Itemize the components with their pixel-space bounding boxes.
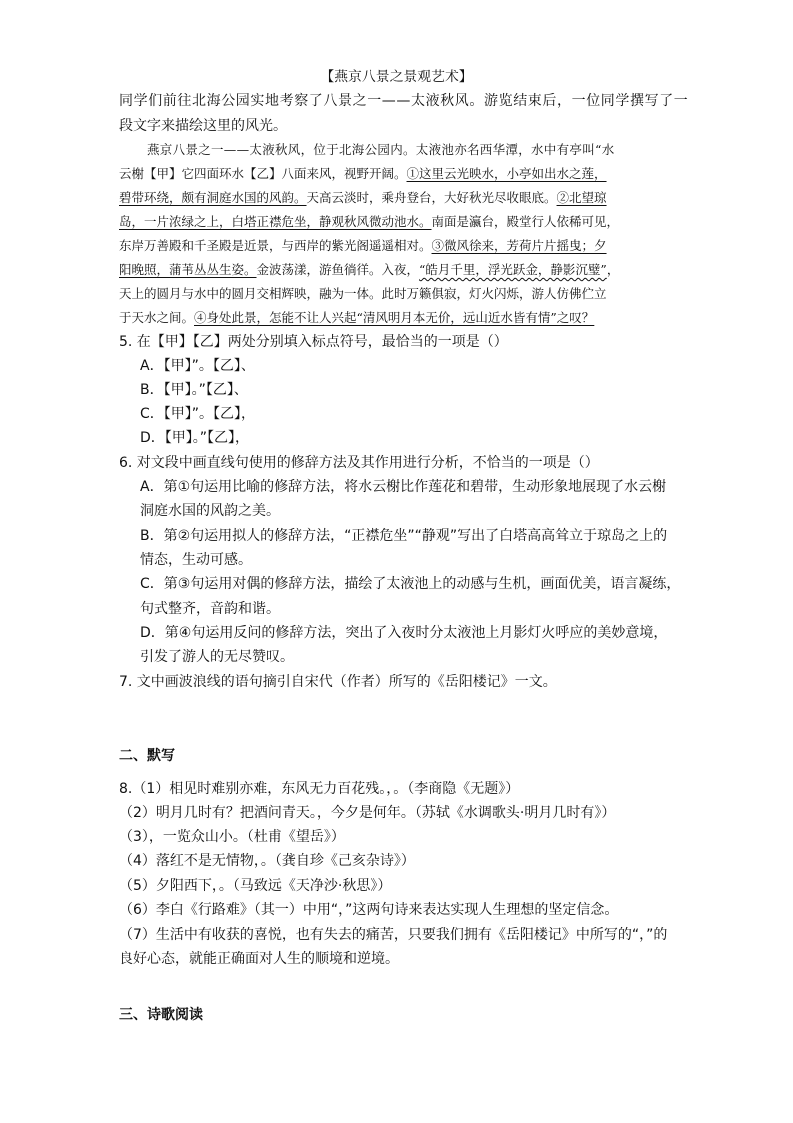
question-5-option-c: C．【甲】”。【乙】，: [140, 406, 256, 422]
dictation-item-1: 8.（1）相见时难别亦难，东风无力百花残。，。（李商隐《无题》）: [119, 781, 520, 797]
passage-line-8: [119, 309, 594, 327]
passage-line-7: 天上的圆月与水中的圆月交相辉映，融为一体。此时万籁俱寂，灯火闪烁，游人仿佛伫立: [119, 286, 607, 301]
wavy-quote: “皓月千里，浮光跃金，静影沉璧”: [419, 262, 607, 277]
question-6-option-a: A．第①句运用比喻的修辞方法，将水云榭比作莲花和碧带，生动形象地展现了水云榭: [140, 479, 667, 495]
passage-text: ，: [606, 262, 620, 277]
dictation-item-5: （5）夕阳西下，。（马致远《天净沙·秋思》）: [119, 878, 392, 894]
passage-text: 金波荡漾，游鱼徜徉。入夜，: [256, 262, 420, 277]
passage-text: 东岸万善殿和千圣殿是近景，与西岸的紫光阁遥遥相对。: [119, 238, 432, 253]
intro-line-1: 同学们前往北海公园实地考察了八景之一——太液秋风。游览结束后，一位同学撰写了一: [119, 93, 689, 109]
underlined-sentence-2: ②北望琼: [556, 190, 607, 205]
passage-line-4: [119, 213, 619, 231]
question-5-option-a: A．【甲】”。【乙】、: [140, 358, 255, 374]
question-6-option-c-cont: 句式整齐，音韵和谐。: [140, 601, 280, 617]
passage-line-1: 燕京八景之一——太液秋风，位于北海公园内。太液池亦名西华潭，水中有亭叫“水: [147, 142, 615, 157]
dictation-item-6: （6）李白《行路难》（其一）中用“，”这两句诗来表达实现人生理想的坚定信念。: [119, 902, 619, 918]
passage-line-2: [119, 165, 607, 183]
question-6-option-c: C．第③句运用对偶的修辞方法，描绘了太液池上的动感与生机，画面优美，语言凝练，: [140, 576, 681, 592]
dictation-item-7-cont: 良好心态，就能正确面对人生的顺境和逆境。: [119, 951, 399, 967]
question-6-option-d-cont: 引发了游人的无尽赞叹。: [140, 649, 294, 665]
underlined-sentence-4: ④身处此景，怎能不让人兴起“清风明月本无价，远山近水皆有情”之叹？: [194, 310, 595, 325]
question-6-option-b-cont: 情态，生动可感。: [140, 552, 252, 568]
underlined-sentence-1-end: 碧带环绕，颇有洞庭水国的风韵。: [119, 190, 307, 205]
page-title: 【燕京八景之景观艺术】: [320, 69, 473, 85]
question-6-option-d: D．第④句运用反问的修辞方法，突出了入夜时分太液池上月影灯火呼应的美妙意境，: [140, 625, 668, 641]
section-2-heading: 二、默写: [119, 748, 175, 764]
question-6-stem: 6. 对文段中画直线句使用的修辞方法及其作用进行分析，不恰当的一项是（）: [119, 455, 599, 471]
passage-text: 云榭【甲】它四面环水【乙】八面来风，视野开阔。: [119, 166, 407, 181]
passage-text: 于天水之间。: [119, 310, 195, 325]
question-5-option-d: D．【甲】。”【乙】，: [140, 430, 250, 446]
passage-line-6: [119, 261, 619, 279]
intro-line-2: 段文字来描绘这里的风光。: [119, 118, 287, 134]
question-7-stem: 7. 文中画波浪线的语句摘引自宋代（作者）所写的《岳阳楼记》一文。: [119, 674, 557, 690]
dictation-item-4: （4）落红不是无情物，。（龚自珍《己亥杂诗》）: [119, 853, 415, 869]
underlined-sentence-2-end: 岛，一片浓绿之上，白塔正襟危坐，静观秋风微动池水。: [119, 214, 432, 229]
dictation-item-2: （2）明月几时有？把酒问青天。，今夕是何年。（苏轼《水调歌头·明月几时有》）: [119, 805, 616, 821]
section-3-heading: 三、诗歌阅读: [119, 1007, 203, 1023]
passage-text: 天高云淡时，乘舟登台，大好秋光尽收眼底。: [306, 190, 557, 205]
passage-text: 南面是瀛台，殿堂行人依稀可见，: [431, 214, 620, 229]
question-5-option-b: B．【甲】。”【乙】、: [140, 382, 248, 398]
dictation-item-7: （7）生活中有收获的喜悦，也有失去的痛苦，只要我们拥有《岳阳楼记》中所写的“，”的: [119, 927, 668, 943]
question-5-stem: 5. 在【甲】【乙】两处分别填入标点符号，最恰当的一项是（）: [119, 334, 508, 350]
underlined-sentence-3-end: 阳晚照，蒲苇丛丛生姿。: [119, 262, 257, 277]
passage-line-5: [119, 237, 607, 255]
underlined-sentence-1: ①这里云光映水，小亭如出水之莲，: [406, 166, 607, 181]
question-6-option-b: B．第②句运用拟人的修辞方法，“正襟危坐”“静观”写出了白塔高高耸立于琼岛之上的: [140, 528, 668, 544]
question-6-option-a-cont: 洞庭水国的风韵之美。: [140, 503, 280, 519]
passage-line-3: [119, 189, 607, 207]
dictation-item-3: （3），一览众山小。（杜甫《望岳》）: [119, 829, 345, 845]
underlined-sentence-3: ③微风徐来，芳荷片片摇曳；夕: [431, 238, 607, 253]
